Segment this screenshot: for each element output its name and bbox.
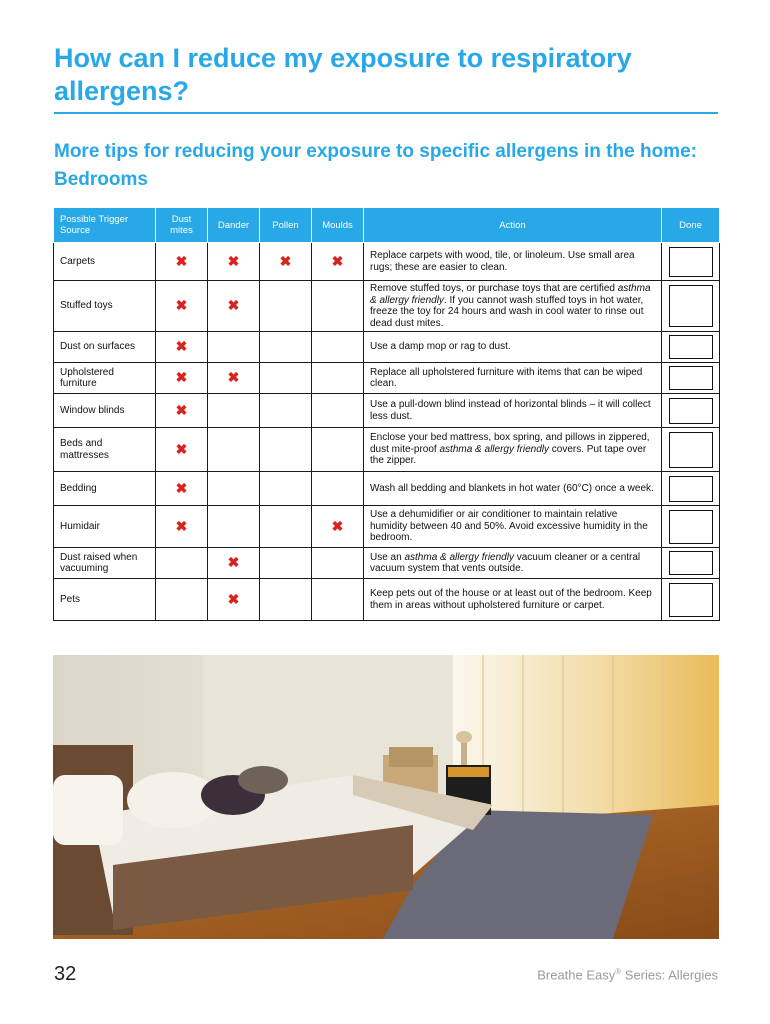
mark-dander [208,548,260,579]
mark-pollen [260,472,312,506]
action-emphasis: asthma & allergy friendly [370,283,651,306]
title-divider [54,112,718,114]
mark-dander [208,506,260,548]
row-done [662,332,720,363]
row-source: Bedding [54,472,156,506]
header-action: Action [364,208,662,243]
done-checkbox[interactable] [669,476,713,502]
row-source: Dust on surfaces [54,332,156,363]
mark-moulds [312,506,364,548]
mark-moulds [312,579,364,621]
table-row [54,428,720,472]
cross-mark-icon: ✖ [175,440,188,457]
mark-pollen [260,548,312,579]
mark-dust-mites [156,394,208,428]
row-source: Dust raised when vacuuming [54,548,156,579]
mark-moulds [312,472,364,506]
cross-mark-icon: ✖ [175,401,188,418]
row-action: Keep pets out of the house or at least out of the bedroom. Keep them in areas without upholstered furniture or carpet. [364,579,662,621]
mark-dander [208,243,260,281]
mark-dust-mites [156,579,208,621]
cross-mark-icon: ✖ [227,554,240,571]
mark-dander [208,394,260,428]
mark-pollen [260,332,312,363]
row-done [662,548,720,579]
header-pollen: Pollen [260,208,312,243]
mark-moulds [312,428,364,472]
registered-mark: ® [615,967,622,976]
table-header-row [54,208,720,243]
mark-dander [208,472,260,506]
mark-pollen [260,363,312,394]
done-checkbox[interactable] [669,583,713,617]
mark-dust-mites [156,506,208,548]
trigger-table [53,207,720,621]
bedroom-photo [53,655,719,939]
mark-moulds [312,243,364,281]
row-source: Stuffed toys [54,281,156,332]
row-done [662,363,720,394]
cross-mark-icon: ✖ [331,517,344,534]
row-action: Replace carpets with wood, tile, or linoleum. Use small area rugs; these are easier to clean. [364,243,662,281]
action-emphasis: asthma & allergy friendly [404,551,514,563]
series-label [537,967,718,982]
row-source: Humidair [54,506,156,548]
row-action: Use a damp mop or rag to dust. [364,332,662,363]
cross-mark-icon: ✖ [227,297,240,314]
done-checkbox[interactable] [669,551,713,575]
row-done [662,428,720,472]
mark-pollen [260,394,312,428]
cross-mark-icon: ✖ [227,369,240,386]
page-title: How can I reduce my exposure to respiratory allergens? [54,43,632,106]
cross-mark-icon: ✖ [175,297,188,314]
cross-mark-icon: ✖ [175,252,188,269]
cross-mark-icon: ✖ [331,252,344,269]
row-source: Upholstered furniture [54,363,156,394]
row-done [662,579,720,621]
mark-dander [208,332,260,363]
header-moulds: Moulds [312,208,364,243]
action-emphasis: asthma & allergy friendly [439,443,549,455]
cross-mark-icon: ✖ [227,252,240,269]
action-text: vacuum cleaner or a central vacuum system that vents outside. [370,551,641,574]
row-source: Beds and mattresses [54,428,156,472]
action-text: . If you cannot wash stuffed toys in hot water, freeze the toy for 24 hours and wash in cool water to rinse out dead dust mites. [370,294,644,329]
mark-dust-mites [156,428,208,472]
row-action [364,428,662,472]
table-row [54,281,720,332]
row-done [662,243,720,281]
row-source: Carpets [54,243,156,281]
done-checkbox[interactable] [669,335,713,359]
action-text: Enclose your bed mattress, box spring, and pillows in zippered, dust mite-proof [370,432,650,455]
cross-mark-icon: ✖ [227,590,240,607]
done-checkbox[interactable] [669,510,713,544]
done-checkbox[interactable] [669,432,713,468]
cross-mark-icon: ✖ [279,252,292,269]
table-row [54,548,720,579]
row-done [662,506,720,548]
header-source: Possible Trigger Source [54,208,156,243]
mark-moulds [312,394,364,428]
cross-mark-icon: ✖ [175,338,188,355]
mark-dander [208,363,260,394]
mark-pollen [260,506,312,548]
mark-moulds [312,281,364,332]
table-row [54,363,720,394]
header-done: Done [662,208,720,243]
mark-dust-mites [156,281,208,332]
cross-mark-icon: ✖ [175,369,188,386]
table-row [54,506,720,548]
header-dust-mites: Dust mites [156,208,208,243]
row-source: Window blinds [54,394,156,428]
row-action: Use a pull-down blind instead of horizontal blinds – it will collect less dust. [364,394,662,428]
page-number: 32 [54,963,77,985]
mark-dander [208,281,260,332]
action-text: Remove stuffed toys, or purchase toys that are certified [370,283,618,294]
row-done [662,394,720,428]
table-row [54,472,720,506]
table-row [54,394,720,428]
mark-moulds [312,363,364,394]
row-action [364,548,662,579]
row-source: Pets [54,579,156,621]
action-text: Use an [370,551,405,563]
mark-pollen [260,579,312,621]
mark-dander [208,579,260,621]
row-action: Wash all bedding and blankets in hot water (60°C) once a week. [364,472,662,506]
mark-dust-mites [156,548,208,579]
cross-mark-icon: ✖ [175,479,188,496]
mark-moulds [312,332,364,363]
row-action: Use a dehumidifier or air conditioner to maintain relative humidity between 40 and 50%. Avoid excessive humidity in the bedroom. [364,506,662,548]
mark-pollen [260,281,312,332]
mark-dust-mites [156,332,208,363]
table-row [54,243,720,281]
action-text: covers. Put tape over the zipper. [370,443,647,467]
row-done [662,281,720,332]
table-row [54,579,720,621]
table-body [54,243,720,621]
section-subtitle: More tips for reducing your exposure to specific allergens in the home: Bedrooms [54,141,697,190]
done-checkbox[interactable] [669,285,713,327]
row-action [364,281,662,332]
row-done [662,472,720,506]
mark-dust-mites [156,472,208,506]
mark-pollen [260,428,312,472]
row-action: Replace all upholstered furniture with items that can be wiped clean. [364,363,662,394]
done-checkbox[interactable] [669,398,713,424]
cross-mark-icon: ✖ [175,517,188,534]
done-checkbox[interactable] [669,366,713,390]
mark-moulds [312,548,364,579]
table-row [54,332,720,363]
mark-dust-mites [156,363,208,394]
mark-dust-mites [156,243,208,281]
done-checkbox[interactable] [669,247,713,277]
series-topic: Series: Allergies [621,967,718,983]
series-name: Breathe Easy [537,967,616,983]
mark-pollen [260,243,312,281]
header-dander: Dander [208,208,260,243]
mark-dander [208,428,260,472]
